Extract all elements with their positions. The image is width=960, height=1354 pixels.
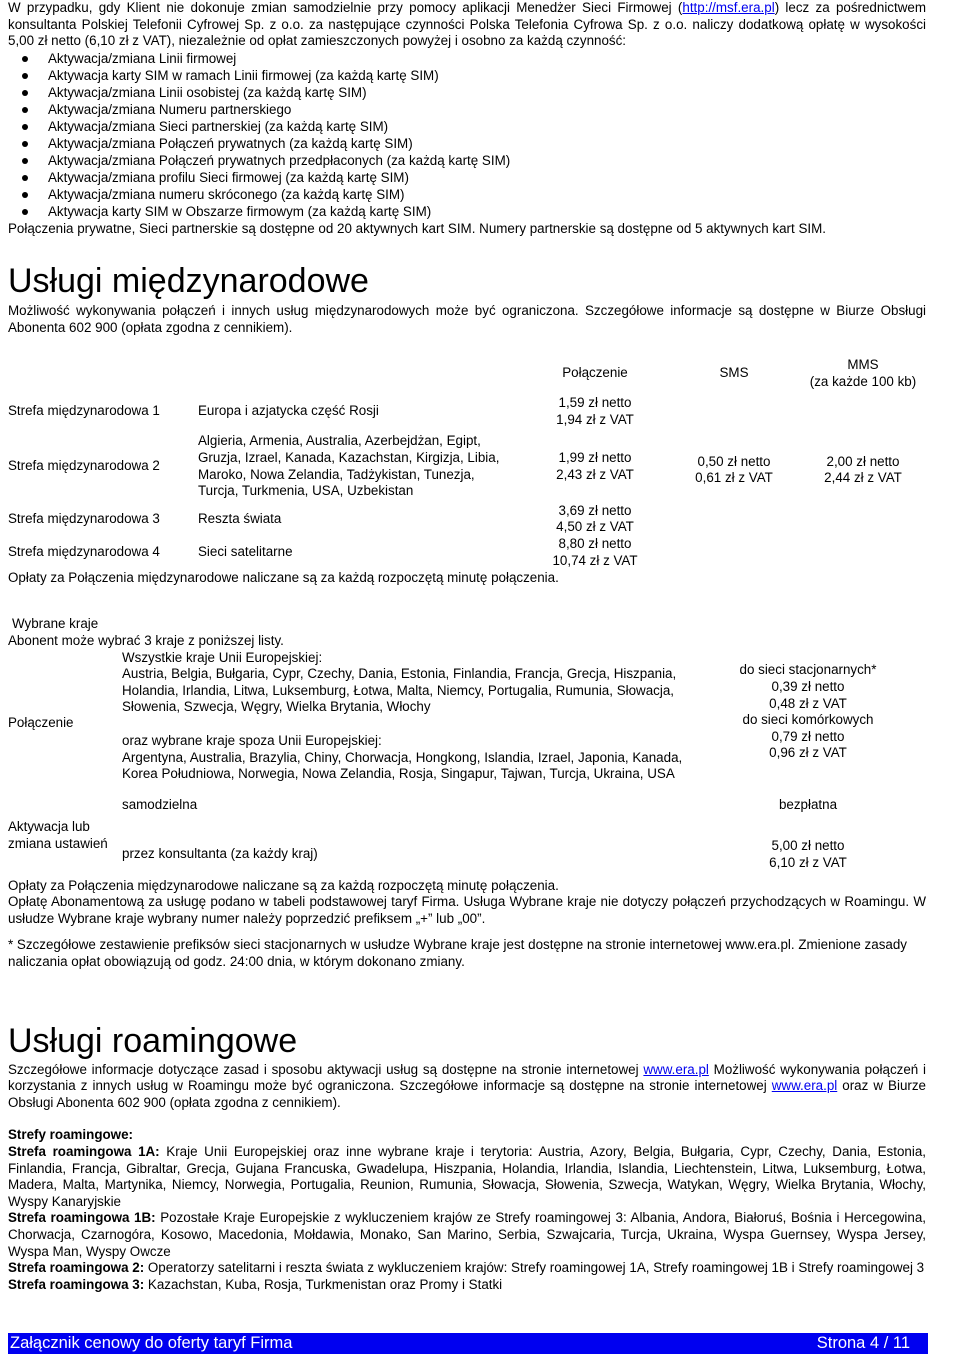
list-item: Aktywacja/zmiana Linii firmowej: [8, 51, 926, 68]
zone-countries: Algieria, Armenia, Australia, Azerbejdżan, Egipt, Gruzja, Izrael, Kanada, Kazachstan, Kirgizja, Libia, Maroko, Nowa Zelandia, Tadżykistan, Tunezja, Turcja, Turkmenia, USA, Uzbekistan: [198, 433, 500, 499]
zone-countries: Reszta świata: [198, 510, 282, 526]
international-zones-table: [8, 355, 928, 570]
selected-countries-desc: Abonent może wybrać 3 kraje z poniższej listy.: [8, 632, 284, 648]
list-item: Aktywacja/zmiana Połączeń prywatnych (za każdą kartę SIM): [8, 136, 926, 153]
col-header-sms: SMS: [719, 365, 749, 381]
selected-note-prefixes: * Szczegółowe zestawienie prefiksów sieci stacjonarnych w usłudze Wybrane kraje jest dostępne na stronie internetowej www.era.pl. Zmienione zasady naliczania opłat obowiązują od godz. 24:00 dnia, w którym dokonano zmiany.: [8, 937, 907, 970]
international-billing-note: Opłaty za Połączenia międzynarodowe naliczane są za każdą rozpoczętą minutę połączenia.: [8, 569, 559, 585]
zone-name: Strefa międzynarodowa 1: [8, 403, 160, 419]
msf-link[interactable]: http://msf.era.pl: [682, 0, 775, 15]
fee-activities-list: [8, 51, 926, 221]
era-link[interactable]: www.era.pl: [771, 1078, 838, 1094]
international-services-heading: Usługi międzynarodowe: [8, 262, 369, 301]
list-item: Aktywacja karty SIM w Obszarze firmowym (za każdą kartę SIM): [8, 204, 926, 221]
list-item: Aktywacja/zmiana profilu Sieci firmowej (za każdą kartę SIM): [8, 170, 926, 187]
zone-countries: Europa i azjatycka część Rosji: [198, 403, 379, 419]
footer-title: Załącznik cenowy do oferty taryf Firma: [10, 1334, 293, 1352]
selected-prices: do sieci stacjonarnych* 0,39 zł netto 0,48 zł z VAT do sieci komórkowych 0,79 zł netto 0,96 zł z VAT: [739, 662, 877, 761]
selected-note-billing: Opłaty za Połączenia międzynarodowe naliczane są za każdą rozpoczętą minutę połączenia.: [8, 877, 559, 893]
col-header-call: Połączenie: [562, 365, 628, 381]
zone-price: 1,99 zł netto 2,43 zł z VAT: [556, 449, 634, 482]
table-row: [8, 835, 928, 875]
countries-cell: Wszystkie kraje Unii Europejskiej: Austria, Belgia, Bułgaria, Cypr, Czechy, Dania, Estonia, Finlandia, Francja, Grecja, Hiszpania, Holandia, Irlandia, Litwa, Luksemburg, Łotwa, Malta, Niemcy, Portugalia, Rumunia, Słowacja, Słowenia, Szwecja, Węgry, Wielka Brytania, Włochy oraz wybrane kraje spoza Unii Europejskiej: Argentyna, Australia, Brazylia, Chiny, Chorwacja, Hongkong, Islandia, Izrael, Japonia, Kanada, Korea Południowa, Norwegia, Nowa Zelandia, Rosja, Singapur, Tajwan, Turcja, Ukraina, USA: [122, 649, 683, 782]
roaming-services-heading: Usługi roamingowe: [8, 1021, 298, 1060]
zone-name: Strefa międzynarodowa 2: [8, 458, 160, 474]
zone-countries: Sieci satelitarne: [198, 544, 293, 560]
list-item: Aktywacja karty SIM w ramach Linii firmowej (za każdą kartę SIM): [8, 68, 926, 85]
sms-price: 0,50 zł netto 0,61 zł z VAT: [695, 453, 773, 486]
roaming-zone-2: Strefa roamingowa 2: Operatorzy satelitarni i reszta świata z wykluczeniem krajów: Strefy roamingowej 1A, Strefy roamingowej 1B i Strefy roamingowej 3: [8, 1260, 925, 1276]
selected-note-subscription: Opłatę Abonamentową za usługę podano w tabeli podstawowej taryf Firma. Usługa Wybrane kraje nie dotyczy połączeń przychodzących w Roamingu. W usłudze Wybrane kraje wybrany numer należy poprzedzić prefiksem „+” lub „00”.: [8, 894, 926, 926]
list-item: Aktywacja/zmiana Sieci partnerskiej (za każdą kartę SIM): [8, 119, 926, 136]
document-page: [8, 0, 926, 1293]
intro-paragraph: W przypadku, gdy Klient nie dokonuje zmian samodzielnie przy pomocy aplikacji Menedżer Sieci Firmowej (http://msf.era.pl) lecz za pośrednictwem konsultanta Polskiej Telefonii Cyfrowej Sp. z o.o. za następujące czynności Polska Telefonia Cyfrowa Sp. z o.o. naliczy dodatkową opłatę w wysokości 5,00 zł netto (6,10 zł z VAT), niezależnie od opłat zamieszczonych powyżej i osobno za każdą czynność:: [8, 0, 926, 49]
selected-countries-title: Wybrane kraje: [12, 616, 99, 632]
private-calls-note: Połączenia prywatne, Sieci partnerskie są dostępne od 20 aktywnych kart SIM. Numery partnerskie są dostępne od 5 aktywnych kart SIM.: [8, 220, 826, 236]
page-number: Strona 4 / 11: [816, 1334, 910, 1352]
table-row: [8, 797, 928, 835]
row-label-activation: Aktywacja lub zmiana ustawień: [8, 819, 108, 851]
col-header-mms: MMS (za każde 100 kb): [809, 356, 917, 389]
zone-price: 3,69 zł netto 4,50 zł z VAT: [556, 502, 634, 535]
era-link[interactable]: www.era.pl: [643, 1061, 709, 1077]
activation-self-price: bezpłatna: [778, 796, 838, 812]
roaming-desc: Szczegółowe informacje dotyczące zasad i sposobu aktywacji usług są dostępne na stronie internetowej www.era.pl Możliwość wykonywania połączeń i korzystania z innych usług w Roamingu może być ograniczona. Szczegółowe informacje są dostępne na stronie internetowej www.era.pl oraz w Biurze Obsługi Abonenta 602 900 (opłata zgodna z cennikiem).: [8, 1061, 927, 1110]
list-item: Aktywacja/zmiana Połączeń prywatnych przedpłaconych (za każdą kartę SIM): [8, 153, 926, 170]
zone-name: Strefa międzynarodowa 4: [8, 544, 160, 560]
roaming-zone-1a: Strefa roamingowa 1A: Kraje Unii Europejskiej oraz inne wybrane kraje i terytoria: Austria, Azory, Belgia, Bułgaria, Cypr, Czechy, Dania, Estonia, Finlandia, Francja, Gibraltar, Grecja, Gujana Francuska, Gwadelupa, Hiszpania, Holandia, Irlandia, Islandia, Liechtenstein, Litwa, Luksemburg, Łotwa, Madera, Malta, Martynika, Niemcy, Norwegia, Portugalia, Reunion, Rumunia, Słowacja, Słowenia, Szwecja, Watykan, Węgry, Wielka Brytania, Włochy, Wyspy Kanaryjskie: [8, 1144, 926, 1209]
zone-name: Strefa międzynarodowa 3: [8, 510, 160, 526]
list-item: Aktywacja/zmiana Linii osobistej (za każdą kartę SIM): [8, 85, 926, 102]
selected-countries-table: [8, 650, 928, 875]
row-label-call: Połączenie: [8, 714, 74, 730]
zone-price: 1,59 zł netto 1,94 zł z VAT: [556, 394, 634, 427]
activation-self: samodzielna: [122, 796, 198, 812]
table-row: [8, 393, 928, 431]
roaming-zone-3: Strefa roamingowa 3: Kazachstan, Kuba, Rosja, Turkmenistan oraz Promy i Statki: [8, 1276, 503, 1292]
list-item: Aktywacja/zmiana numeru skróconego (za każdą kartę SIM): [8, 187, 926, 204]
list-item: Aktywacja/zmiana Numeru partnerskiego: [8, 102, 926, 119]
table-row: [8, 650, 928, 797]
zone-price: 8,80 zł netto 10,74 zł z VAT: [552, 536, 638, 568]
roaming-zone-1b: Strefa roamingowa 1B: Pozostałe Kraje Europejskie z wykluczeniem krajów ze Strefy roamingowej 3: Albania, Andora, Białoruś, Bośnia i Hercegowina, Chorwacja, Czarnogóra, Kosowo, Macedonia, Mołdawia, Monako, San Marino, Serbia, Szwajcaria, Turcja, Ukraina, Wyspa Guernsey, Wyspa Jersey, Wyspa Man, Wyspy Owcze: [8, 1210, 927, 1259]
mms-price: 2,00 zł netto 2,44 zł z VAT: [824, 453, 902, 486]
activation-consultant: przez konsultanta (za każdy kraj): [122, 846, 318, 862]
roaming-zones-title: Strefy roamingowe:: [8, 1127, 134, 1143]
activation-consultant-price: 5,00 zł netto 6,10 zł z VAT: [769, 838, 847, 870]
page-footer: [8, 1333, 928, 1354]
international-desc: Możliwość wykonywania połączeń i innych usług międzynarodowych może być ograniczona. Szczegółowe informacje są dostępne w Biurze Obsługi Abonenta 602 900 (opłata zgodna z cennikiem).: [8, 303, 926, 335]
